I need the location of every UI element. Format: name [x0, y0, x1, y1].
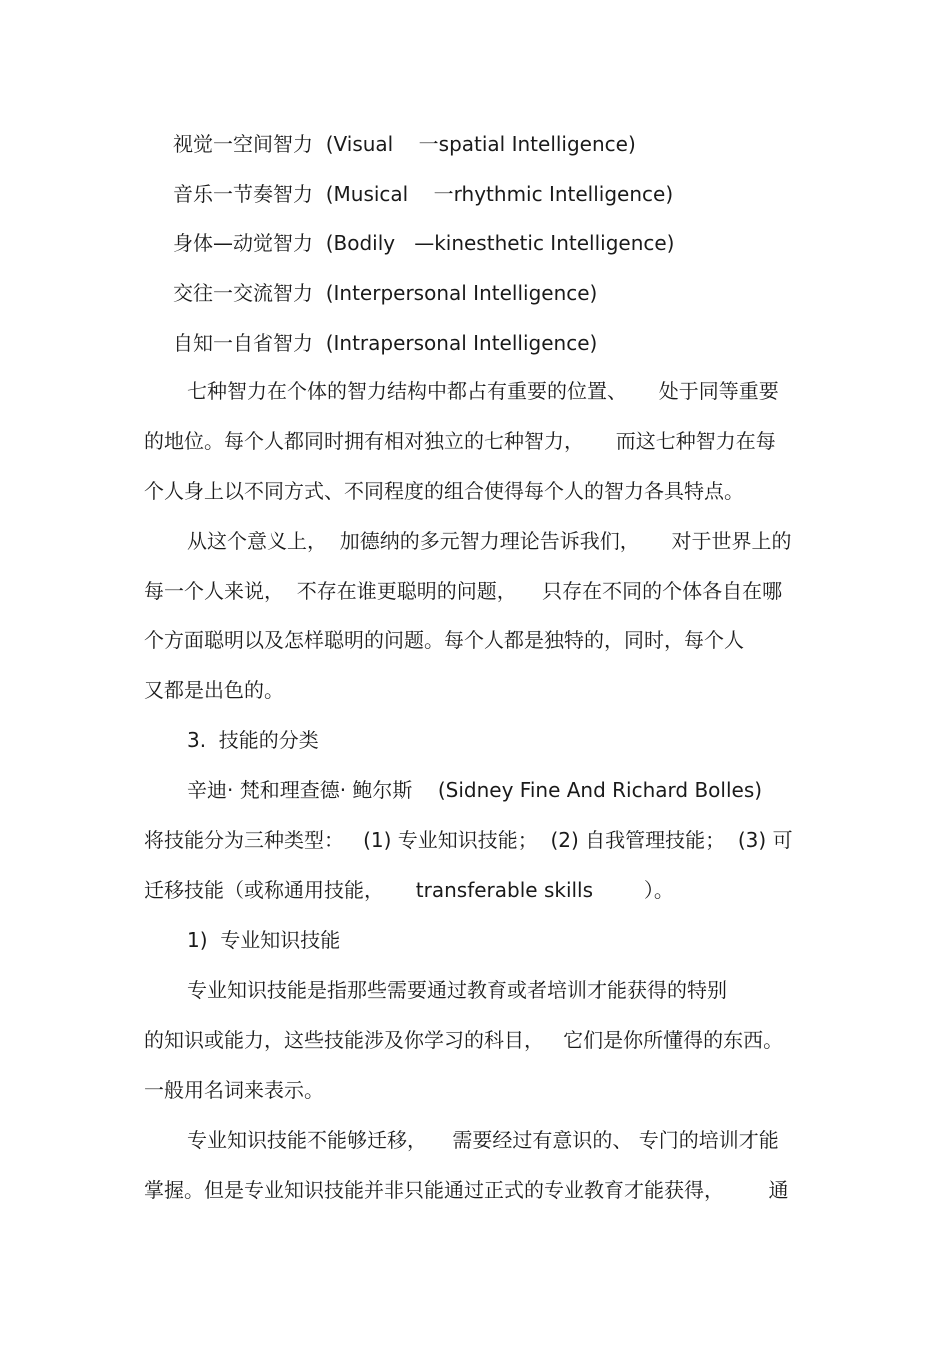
paragraph-line: 专业知识技能不能够迁移， 需要经过有意识的、 专门的培训才能 [187, 1128, 779, 1152]
paragraph-line: 从这个意义上， 加德纳的多元智力理论告诉我们， 对于世界上的 [187, 529, 792, 553]
paragraph-line: 一般用名词来表示。 [144, 1078, 324, 1102]
paragraph-line: 个方面聪明以及怎样聪明的问题。每个人都是独特的，同时，每个人 [144, 628, 744, 652]
list-item: 自知一自省智力 (Intrapersonal Intelligence) [173, 331, 598, 355]
paragraph-line: 迁移技能（或称通用技能， transferable skills ）。 [144, 878, 674, 902]
list-item: 音乐一节奏智力 (Musical 一rhythmic Intelligence) [173, 182, 674, 206]
list-item: 视觉一空间智力 (Visual 一spatial Intelligence) [173, 132, 636, 156]
list-item: 交往一交流智力 (Interpersonal Intelligence) [173, 281, 598, 305]
subsection-heading: 1) 专业知识技能 [187, 928, 341, 952]
list-item: 身体—动觉智力 (Bodily —kinesthetic Intelligence) [173, 231, 675, 255]
paragraph-line: 个人身上以不同方式、不同程度的组合使得每个人的智力各具特点。 [144, 479, 744, 503]
paragraph-line: 七种智力在个体的智力结构中都占有重要的位置、 处于同等重要 [187, 379, 779, 403]
paragraph-line: 专业知识技能是指那些需要通过教育或者培训才能获得的特别 [187, 978, 727, 1002]
paragraph-line: 掌握。但是专业知识技能并非只能通过正式的专业教育才能获得， 通 [144, 1178, 789, 1202]
paragraph-line: 将技能分为三种类型： (1) 专业知识技能； (2) 自我管理技能； (3) 可 [144, 828, 793, 852]
paragraph-line: 每一个人来说， 不存在谁更聪明的问题， 只存在不同的个体各自在哪 [144, 579, 783, 603]
paragraph-line: 又都是出色的。 [144, 678, 284, 702]
paragraph-line: 的地位。每个人都同时拥有相对独立的七种智力， 而这七种智力在每 [144, 429, 776, 453]
paragraph-line: 的知识或能力，这些技能涉及你学习的科目， 它们是你所懂得的东西。 [144, 1028, 784, 1052]
paragraph-line: 辛迪· 梵和理查德· 鲍尔斯 (Sidney Fine And Richard Bolles) [187, 778, 763, 802]
section-heading: 3. 技能的分类 [187, 728, 319, 752]
